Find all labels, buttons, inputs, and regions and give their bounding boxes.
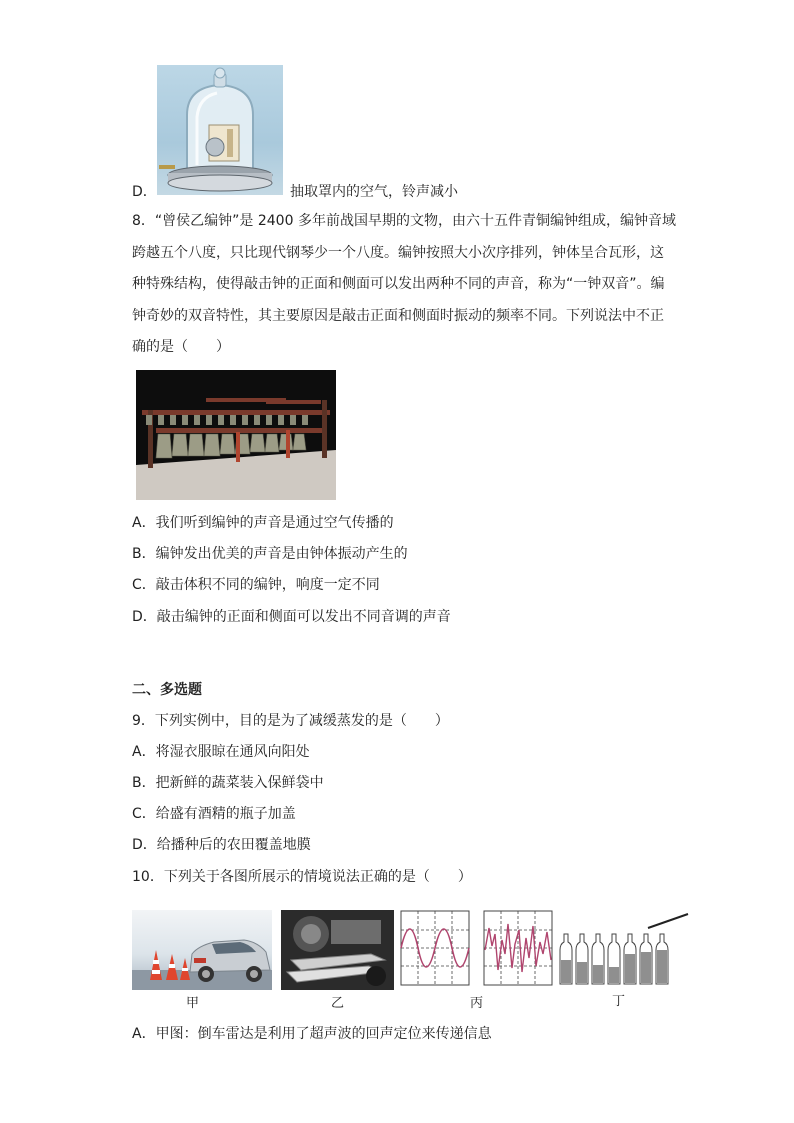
q8-stem-line: 8．“曾侯乙编钟”是 2400 多年前战国早期的文物，由六十五件青铜编钟组成，编钟音域 (132, 213, 676, 229)
noise-waveform-image (483, 910, 553, 990)
q9-stem: 9．下列实例中，目的是为了减缓蒸发的是（ ） (132, 713, 449, 729)
q8-option-b: B．编钟发出优美的声音是由钟体振动产生的 (132, 546, 408, 562)
q9-option-d: D．给播种后的农田覆盖地膜 (132, 837, 311, 853)
section-title: 二、多选题 (132, 682, 202, 698)
q8-stem-line: 跨越五个八度，只比现代钢琴少一个八度。编钟按照大小次序排列，钟体呈合瓦形，这 (132, 244, 664, 261)
caption-yi: 乙 (331, 996, 345, 1011)
q8-stem-line: 钟奇妙的双音特性，其主要原因是敲击正面和侧面时振动的频率不同。下列说法中不正 (132, 307, 664, 324)
bottles-image (556, 910, 692, 990)
caption-ding: 丁 (612, 994, 626, 1009)
q8-stem-line: 确的是（ ） (132, 339, 230, 355)
q7-option-d-text: 抽取罩内的空气，铃声减小 (290, 184, 458, 200)
q7-option-d-label: D． (132, 184, 157, 200)
reversing-car-image (132, 910, 272, 990)
motorcycle-exhaust-image (281, 910, 394, 990)
q8-stem (132, 206, 676, 364)
bell-jar-image (157, 65, 283, 195)
q10-stem: 10．下列关于各图所展示的情境说法正确的是（ ） (132, 869, 472, 885)
q8-option-a: A．我们听到编钟的声音是通过空气传播的 (132, 515, 394, 531)
q10-option-a: A．甲图：倒车雷达是利用了超声波的回声定位来传递信息 (132, 1026, 492, 1042)
q8-stem-line: 种特殊结构，使得敲击钟的正面和侧面可以发出两种不同的声音，称为“一钟双音”。编 (132, 276, 665, 292)
caption-jia: 甲 (186, 996, 200, 1011)
q8-option-d: D．敲击编钟的正面和侧面可以发出不同音调的声音 (132, 609, 451, 625)
caption-bing: 丙 (470, 996, 484, 1011)
q8-option-c: C．敲击体积不同的编钟，响度一定不同 (132, 577, 380, 593)
q9-option-b: B．把新鲜的蔬菜装入保鲜袋中 (132, 775, 324, 791)
bianzhong-image (136, 370, 336, 500)
q9-option-c: C．给盛有酒精的瓶子加盖 (132, 806, 296, 822)
sine-waveform-image (400, 910, 470, 990)
q9-option-a: A．将湿衣服晾在通风向阳处 (132, 744, 310, 760)
